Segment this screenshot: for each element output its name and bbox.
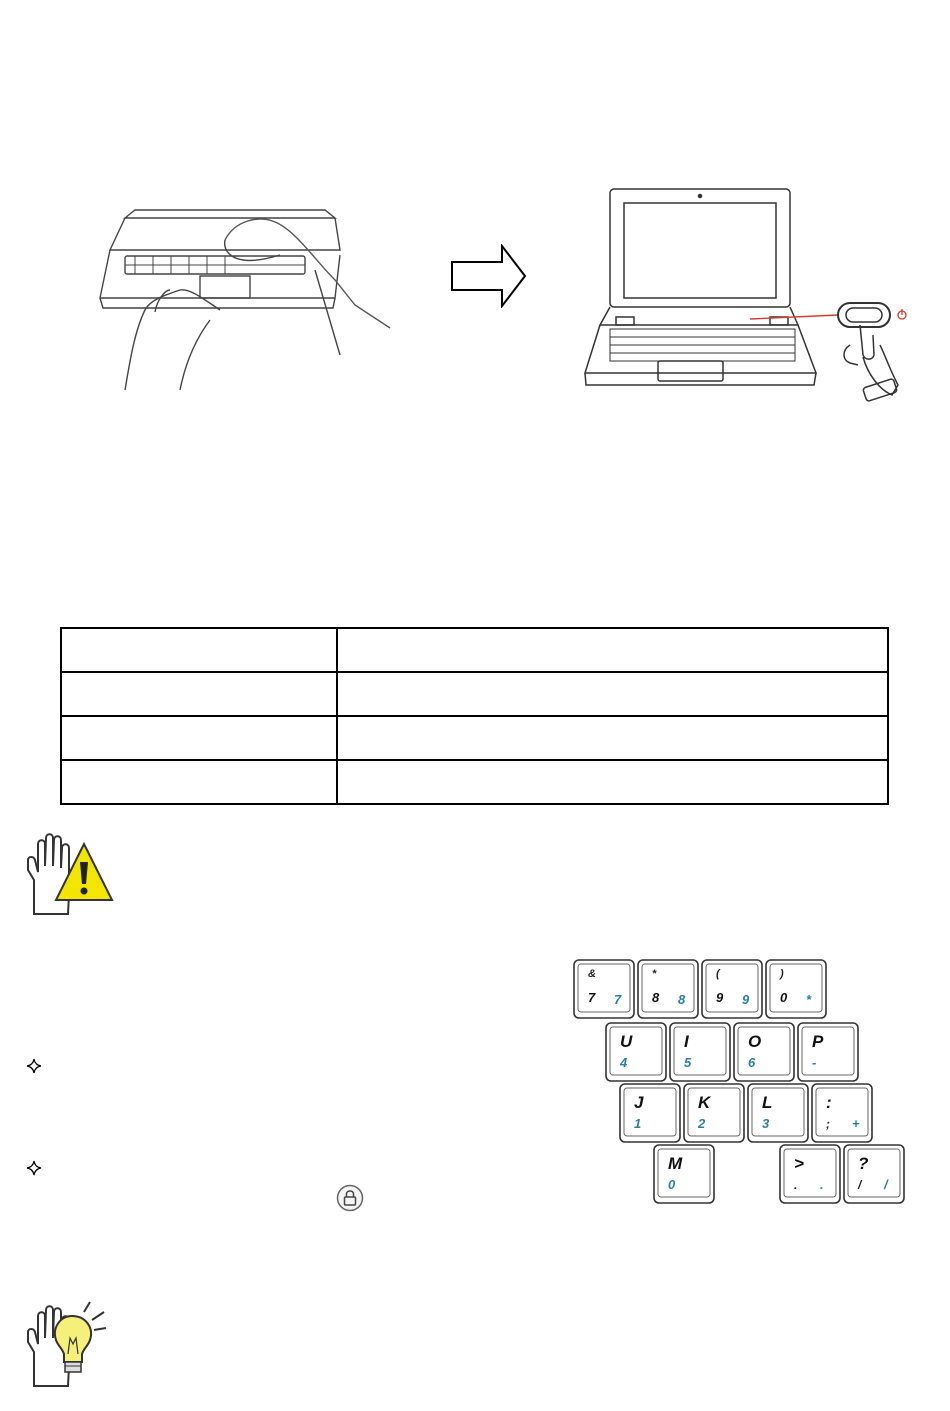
key-sub-label: / [858, 1178, 862, 1192]
keypad-key [812, 1084, 872, 1142]
key-main-label: ? [858, 1154, 869, 1173]
table-row [61, 760, 888, 804]
keypad-key [620, 1084, 680, 1142]
key-main-label: I [684, 1032, 689, 1051]
tip-hand-lightbulb-icon [24, 1298, 116, 1395]
table-cell [337, 716, 888, 760]
keypad-key [606, 1023, 666, 1081]
keypad-key [654, 1145, 714, 1203]
table-cell [337, 760, 888, 804]
table-row [61, 716, 888, 760]
diamond-bullet-icon [26, 1058, 42, 1079]
key-main-label: 7 [588, 990, 596, 1005]
key-main-label: J [634, 1093, 644, 1112]
keypad-key [670, 1023, 730, 1081]
open-lid-illustration [95, 200, 405, 400]
keypad-key [780, 1145, 840, 1203]
key-main-label: : [826, 1093, 832, 1112]
keypad-key [638, 960, 698, 1018]
key-num-label: * [806, 992, 812, 1007]
keypad-key [734, 1023, 794, 1081]
key-top-symbol: * [652, 968, 657, 980]
key-num-label: 6 [748, 1055, 756, 1070]
key-main-label: U [620, 1032, 633, 1051]
key-sub-label: ; [826, 1117, 830, 1131]
keypad-key [748, 1084, 808, 1142]
table-cell [61, 760, 337, 804]
key-num-label: 2 [698, 1116, 706, 1131]
key-main-label: K [698, 1093, 711, 1112]
key-num-label: 5 [684, 1055, 692, 1070]
table-cell [337, 672, 888, 716]
num-lock-icon [336, 1184, 364, 1217]
keypad-key [844, 1145, 904, 1203]
key-main-label: 0 [780, 990, 788, 1005]
spec-table [60, 627, 889, 805]
keypad-key [684, 1084, 744, 1142]
keypad-key [798, 1023, 858, 1081]
keypad-key [766, 960, 826, 1018]
key-num-label: 8 [678, 992, 686, 1007]
key-num-label: 1 [634, 1116, 642, 1131]
right-arrow-icon [450, 244, 528, 308]
key-num-label: 7 [614, 992, 622, 1007]
table-cell [61, 716, 337, 760]
diamond-bullet-icon [26, 1160, 42, 1181]
key-num-label: 3 [762, 1116, 770, 1131]
table-cell [61, 628, 337, 672]
power-on-illustration [580, 185, 920, 410]
key-main-label: 9 [716, 990, 724, 1005]
key-num-label: - [812, 1055, 817, 1070]
table-row [61, 628, 888, 672]
key-top-symbol: & [588, 968, 596, 980]
key-num-label: 9 [742, 992, 750, 1007]
key-main-label: > [794, 1154, 804, 1173]
key-main-label: M [668, 1154, 683, 1173]
key-sub-label: . [794, 1178, 798, 1192]
table-cell [337, 628, 888, 672]
key-num-label: 4 [620, 1055, 628, 1070]
key-top-symbol: ) [780, 968, 784, 980]
key-num-label: . [820, 1177, 824, 1192]
keypad-key [702, 960, 762, 1018]
keypad-key [574, 960, 634, 1018]
table-row [61, 672, 888, 716]
key-top-symbol: ( [716, 968, 720, 980]
key-main-label: P [812, 1032, 824, 1051]
key-num-label: 0 [668, 1177, 676, 1192]
numeric-keypad-illustration [568, 950, 913, 1215]
key-num-label: / [884, 1177, 888, 1192]
key-num-label: + [852, 1116, 860, 1131]
caution-hand-icon [24, 830, 116, 923]
key-main-label: 8 [652, 990, 660, 1005]
table-cell [61, 672, 337, 716]
key-main-label: L [762, 1093, 773, 1112]
key-main-label: O [748, 1032, 762, 1051]
